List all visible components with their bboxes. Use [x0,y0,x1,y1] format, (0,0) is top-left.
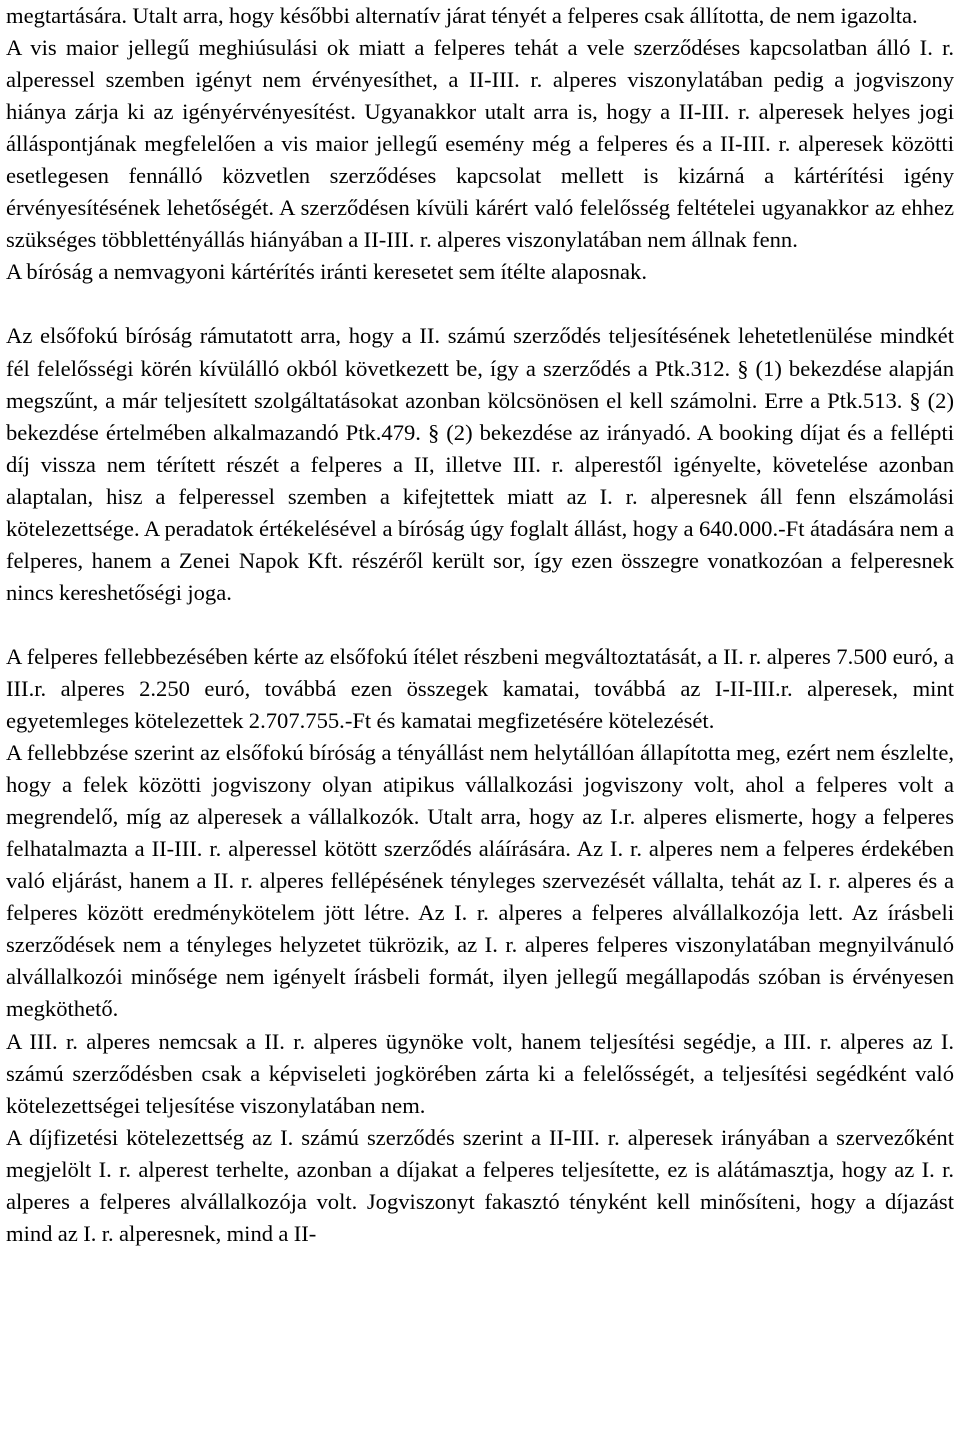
paragraph-6: A fellebbzése szerint az elsőfokú bíróság a tényállást nem helytállóan állapította meg, ezért nem észlelte, hogy a felek közötti jogviszony olyan atipikus vállalkozási jogviszony volt, ahol a felperes volt a megrendelő, míg az alperesek a vállalkozók. Utalt arra, hogy az I.r. alperes elismerte, hogy a felperes felhatalmazta a II-III. r. alperessel kötött szerződés aláírására. Az I. r. alperes nem a felperes érdekében való eljárást, hanem a II. r. alperes fellépésének tényleges szervezését vállalta, tehát az I. r. alperes és a felperes között eredménykötelem jött létre. Az I. r. alperes a felperes alvállalkozója lett. Az írásbeli szerződések nem a tényleges helyzetet tükrözik, az I. r. alperes felperes viszonylatában megnyilvánuló alvállalkozói minősége nem igényelt írásbeli formát, ilyen jellegű megállapodás szóban is érvényesen megköthető. [6,740,954,1022]
paragraph-8: A díjfizetési kötelezettség az I. számú szerződés szerint a II-III. r. alperesek irányában a szervezőként megjelölt I. r. alperest terhelte, azonban a díjakat a felperes teljesítette, ez is alátámasztja, hogy az I. r. alperes a felperes alvállalkozója volt. Jogviszonyt fakasztó tényként kell minősíteni, hogy a díjazást mind az I. r. alperesnek, mind a II- [6,1124,954,1246]
paragraph-5: A felperes fellebbezésében kérte az elsőfokú ítélet részbeni megváltoztatását, a II. r. alperes 7.500 euró, a III.r. alperes 2.250 euró, továbbá ezen összegek kamatai, továbbá az I-II-III.r. alperesek, mint egyetemleges kötelezettek 2.707.755.-Ft és kamatai megfizetésére kötelezését. [6,643,954,734]
document-page [6,0,954,1250]
paragraph-7: A III. r. alperes nemcsak a II. r. alperes ügynöke volt, hanem teljesítési segédje, a III. r. alperes az I. számú szerződésben csak a képviseleti jogkörében zárta ki a felelősségét, a teljesítési segédként való kötelezettségei teljesítése viszonylatában nem. [6,1028,954,1118]
paragraph-1: megtartására. Utalt arra, hogy későbbi alternatív járat tényét a felperes csak állította, de nem igazolta. [6,3,918,28]
paragraph-2: A vis maior jellegű meghiúsulási ok miatt a felperes tehát a vele szerződéses kapcsolatban álló I. r. alperessel szemben igényt nem érvényesíthet, a II-III. r. alperes viszonylatában pedig a jogviszony hiánya zárja ki az igényérvényesítést. Ugyanakkor utalt arra is, hogy a II-III. r. alperesek helyes jogi álláspontjának megfelelően a vis maior jellegű esemény még a felperes és a II-III. r. alperesek közötti esetlegesen fennálló közvetlen szerződéses kapcsolat mellett is kizárná a kártérítési igény érvényesítésének lehetőségét. A szerződésen kívüli kárért való felelősség feltételei ugyanakkor az ehhez szükséges többlettényállás hiányában a II-III. r. alperes viszonylatában nem állnak fenn. [6,35,954,253]
paragraph-4: Az elsőfokú bíróság rámutatott arra, hogy a II. számú szerződés teljesítésének lehetetlenülése mindkét fél felelősségi körén kívülálló okból következett be, így a szerződés a Ptk.312. § (1) bekezdése alapján megszűnt, a már teljesített szolgáltatásokat azonban kölcsönösen el kell számolni. Erre a Ptk.513. § (2) bekezdése értelmében alkalmazandó Ptk.479. § (2) bekezdése az irányadó. A booking díjat és a fellépti díj vissza nem térített részét a felperes a II, illetve III. r. alperestől igényelte, követelése azonban alaptalan, hisz a felperessel szemben a kifejtettek miatt az I. r. alperesnek áll fenn elszámolási kötelezettsége. A peradatok értékelésével a bíróság úgy foglalt állást, hogy a 640.000.-Ft átadására nem a felperes, hanem a Zenei Napok Kft. részéről került sor, így ezen összegre vonatkozóan a felperesnek nincs kereshetőségi joga. [6,323,954,605]
paragraph-gap [6,288,954,320]
paragraph-3: A bíróság a nemvagyoni kártérítés iránti keresetet sem ítélte alaposnak. [6,259,648,285]
paragraph-gap [6,609,954,641]
